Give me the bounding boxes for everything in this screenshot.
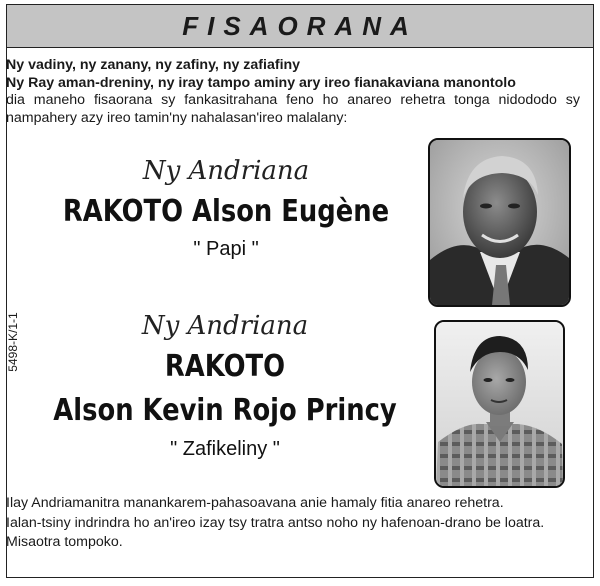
person2-block (20, 307, 430, 465)
reference-code: 5498-K/1-1 (6, 312, 20, 372)
person2-portrait (436, 322, 563, 486)
closing-line-2: Ialan-tsiny indrindra ho an'ireo izay tsy tratra antso noho ny hafenoan-drano be loatra. (6, 514, 545, 531)
person1-photo (428, 138, 571, 307)
person2-name-line1: RAKOTO (164, 349, 286, 384)
header-bar (7, 5, 593, 48)
person2-photo (434, 320, 565, 488)
person2-name-line2: Alson Kevin Rojo Princy (53, 393, 397, 428)
closing-text (6, 494, 580, 553)
person1-nickname: " Papi " (193, 238, 259, 260)
person1-title: Ny Andriana (142, 156, 310, 186)
page-title: FISAORANA (182, 10, 418, 41)
intro-line-1: Ny vadiny, ny zanany, ny zafiny, ny zafiafiny (6, 57, 301, 73)
person2-nickname: " Zafikeliny " (170, 438, 280, 460)
person2-title: Ny Andriana (141, 311, 309, 341)
person1-portrait (430, 140, 569, 305)
closing-line-1: Ilay Andriamanitra manankarem-pahasoavana anie hamaly fitia anareo rehetra. (6, 495, 504, 511)
intro-line-3: dia maneho fisaorana sy fankasitrahana feno ho anareo rehetra tonga nidododo sy (6, 92, 580, 108)
closing-line-3: Misaotra tompoko. (6, 534, 123, 550)
person1-block (30, 152, 422, 264)
person1-name: RAKOTO Alson Eugène (62, 194, 390, 229)
intro-line-4: nampahery azy ireo tamin'ny nahalasan'ireo malalany: (6, 109, 348, 126)
intro-text (6, 57, 580, 127)
intro-line-2: Ny Ray aman-dreniny, ny iray tampo aminy ary ireo fianakaviana manontolo (6, 74, 516, 91)
